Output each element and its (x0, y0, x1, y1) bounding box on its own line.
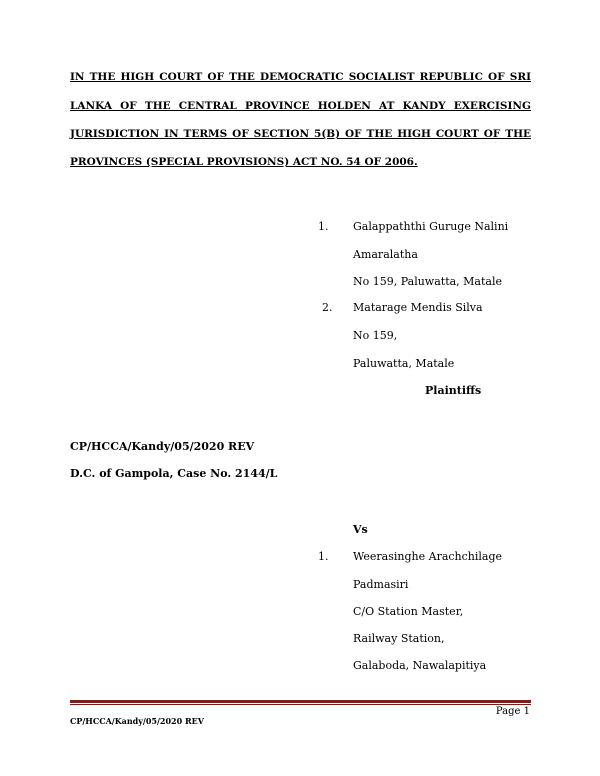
footer-rule-thin (70, 704, 531, 705)
page-number: Page 1 (495, 706, 530, 717)
defendant-1-name-line-1: Weerasinghe Arachchilage (353, 550, 503, 563)
defendant-1-address-line-1: C/O Station Master, (353, 605, 464, 618)
plaintiff-1-name-line-1: Galappaththi Guruge Nalini (353, 220, 509, 233)
case-reference: CP/HCCA/Kandy/05/2020 REV (70, 440, 255, 453)
plaintiff-1-address: No 159, Paluwatta, Matale (353, 275, 502, 288)
defendant-1-address-line-3: Galaboda, Nawalapitiya (353, 659, 487, 672)
plaintiff-2-address-line-2: Paluwatta, Matale (353, 357, 455, 370)
defendant-1-address-line-2: Railway Station, (353, 632, 445, 645)
plaintiff-2-number: 2. (322, 301, 333, 314)
plaintiffs-label: Plaintiffs (425, 384, 482, 397)
plaintiff-2-name: Matarage Mendis Silva (353, 301, 483, 314)
plaintiff-1-number: 1. (318, 220, 329, 233)
heading-line-3: JURISDICTION IN TERMS OF SECTION 5(B) OF THE HIGH COURT OF THE (70, 128, 531, 140)
heading-line-2: LANKA OF THE CENTRAL PROVINCE HOLDEN AT KANDY EXERCISING (70, 100, 531, 112)
plaintiff-2-address-line-1: No 159, (353, 329, 398, 342)
defendant-1-name-line-2: Padmasiri (353, 578, 409, 591)
defendant-1-number: 1. (318, 550, 329, 563)
district-court-case: D.C. of Gampola, Case No. 2144/L (70, 467, 278, 480)
heading-line-1: IN THE HIGH COURT OF THE DEMOCRATIC SOCIALIST REPUBLIC OF SRI (70, 71, 531, 83)
versus-label: Vs (353, 523, 368, 536)
plaintiff-1-name-line-2: Amaralatha (353, 248, 418, 261)
footer-rule (70, 700, 531, 703)
footer-case-reference: CP/HCCA/Kandy/05/2020 REV (70, 716, 204, 726)
heading-line-4: PROVINCES (SPECIAL PROVISIONS) ACT NO. 54 OF 2006. (70, 156, 418, 168)
